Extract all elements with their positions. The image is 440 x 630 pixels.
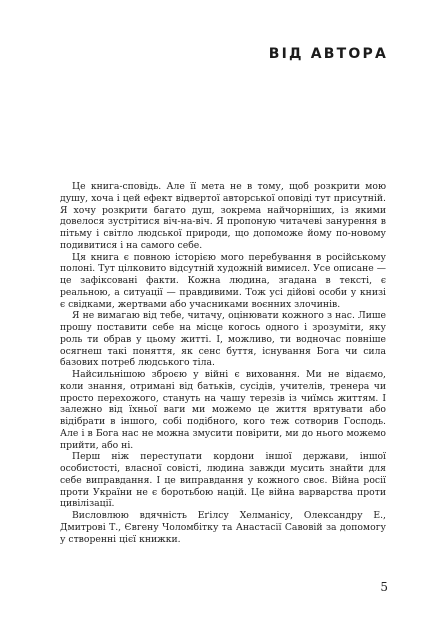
paragraph-5: Перш ніж переступати кордони іншої держави, іншої особистості, власної совісті, людина завжди мусить знайти для себе виправдання. І це виправдання у кожного своє. Війна росії проти України не є боротьбою націй. Це війна варварства проти цивілізації. xyxy=(60,451,386,510)
page-number: 5 xyxy=(380,580,388,594)
paragraph-4: Найсильнішою зброєю у війні є виховання. Ми не відаємо, коли знання, отримані від батьків, сусідів, учителів, тренера чи просто перехожого, стануть на чашу терезів із чиїмсь життям. І залежно від їхньої ваги ми можемо це життя врятувати або відібрати в іншого, собі подібного, кого теж сотворив Господь. Але і в Бога нас не можна змусити повірити, ми до нього можемо прийти, або ні. xyxy=(60,369,386,451)
paragraph-1: Це книга-сповідь. Але її мета не в тому, щоб розкрити мою душу, хоча і цей ефект відвертої авторської оповіді тут присутній. Я хочу розкрити багато душ, зокрема найчорніших, із якими довелося зустрітися віч-на-віч. Я пропоную читачеві занурення в пітьму і світло людської природи, що допоможе йому по-новому подивитися і на самого себе. xyxy=(60,181,386,251)
body-text xyxy=(60,181,386,545)
page-title: ВІД АВТОРА xyxy=(268,46,388,62)
paragraph-2: Ця книга є повною історією мого перебування в російському полоні. Тут цілковито відсутній художній вимисел. Усе описане — це зафіксовані факти. Кожна людина, згадана в тексті, є реальною, а ситуації — правдивими. Тож усі дійові особи у книзі є свідками, жертвами або учасниками воєнних злочинів. xyxy=(60,251,386,310)
paragraph-3: Я не вимагаю від тебе, читачу, оцінювати кожного з нас. Лише прошу поставити себе на місце когось одного і зрозуміти, яку роль ти обрав у цьому житті. І, можливо, ти водночас повніше осягнеш такі поняття, як сенс буття, існування Бога чи сила базових потреб людського тіла. xyxy=(60,310,386,369)
paragraph-6: Висловлюю вдячність Еґілсу Хелманісу, Олександру Е., Дмитрові Т., Євгену Чоломбітку та Анастасії Савовій за допомогу у створенні цієї книжки. xyxy=(60,510,386,545)
